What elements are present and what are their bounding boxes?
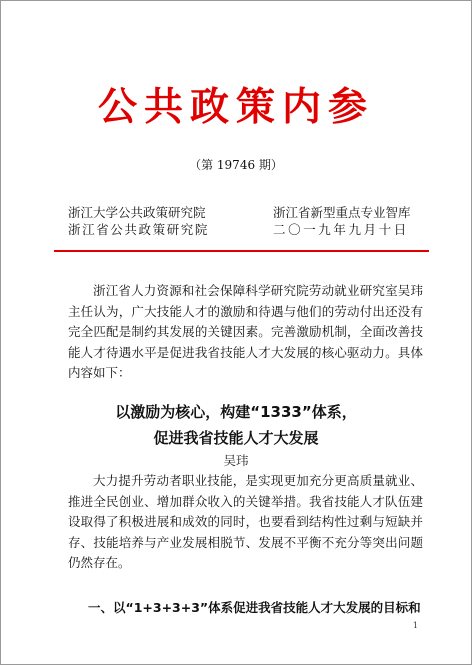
publisher-line-2: 浙江省公共政策研究院 — [68, 222, 210, 237]
article-title-line-1: 以激励为核心，构建“1333”体系， — [115, 403, 357, 421]
page-number: 1 — [412, 621, 418, 630]
masthead-title: 公共政策内参 — [97, 84, 374, 130]
publication-date: 二〇一九年九月十日 — [273, 222, 409, 237]
lead-paragraph: 浙江省人力资源和社会保障科学研究院劳动就业研究室吴玮主任认为，广大技能人才的激励和待遇与他们的劳动付出还没有完全匹配是制约其发展的关键因素。完善激励机制，全面改善技能人才待遇水平是促进我省技能人才大发展的核心驱动力。具体内容如下： — [68, 283, 423, 380]
think-tank-name: 浙江省新型重点专业智库 — [273, 205, 411, 220]
issue-number: （第 19746 期） — [189, 158, 283, 172]
think-tank-block — [273, 204, 411, 238]
article-title-line-2: 促进我省技能人才大发展 — [153, 429, 319, 447]
publisher-block — [68, 204, 209, 238]
article-author: 吴玮 — [223, 453, 249, 468]
red-divider — [54, 250, 429, 252]
publisher-line-1: 浙江大学公共政策研究院 — [68, 205, 206, 220]
body-paragraph: 大力提升劳动者职业技能，是实现更加充分更高质量就业、推进全民创业、增加群众收入的关键举措。我省技能人才队伍建设取得了积极进展和成效的同时，也要看到结构性过剩与短缺并存、技能培养与产业发展相脱节、发展不平衡不充分等突出问题仍然存在。 — [68, 473, 423, 570]
section-heading: 一、以“1+3+3+3”体系促进我省技能人才大发展的目标和 — [88, 600, 421, 615]
